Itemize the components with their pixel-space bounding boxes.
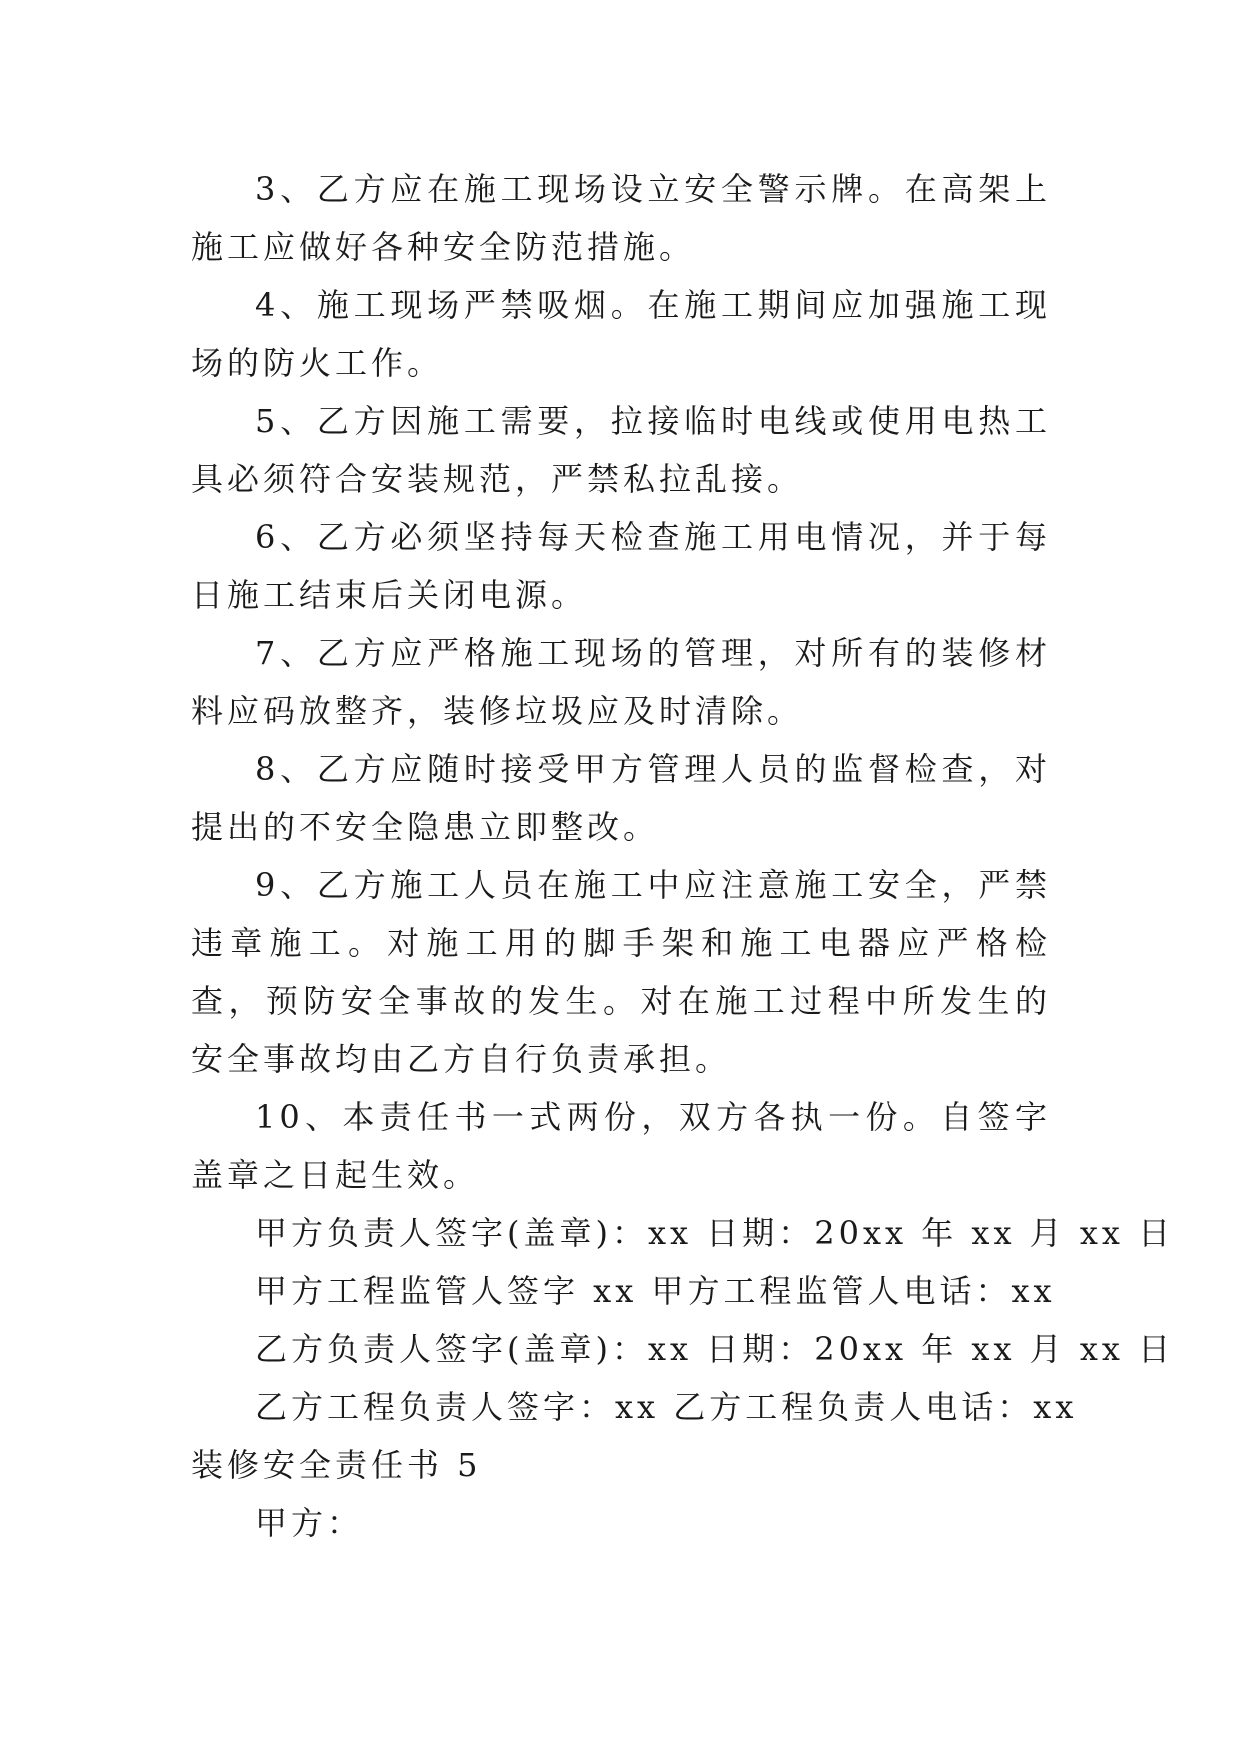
clause-9: 9、乙方施工人员在施工中应注意施工安全，严禁违章施工。对施工用的脚手架和施工电器应严格检查，预防安全事故的发生。对在施工过程中所发生的安全事故均由乙方自行负责承担。 (191, 866, 1051, 1078)
next-document-title: 装修安全责任书 5 (191, 1446, 482, 1484)
party-b-manager-line: 乙方工程负责人签字：xx 乙方工程负责人电话：xx (255, 1388, 1078, 1426)
party-b-signature-line: 乙方负责人签字(盖章)：xx 日期：20xx 年 xx 月 xx 日 (255, 1330, 1175, 1368)
clause-10: 10、本责任书一式两份，双方各执一份。自签字盖章之日起生效。 (191, 1098, 1051, 1194)
party-a-label: 甲方： (255, 1504, 364, 1542)
clause-7: 7、乙方应严格施工现场的管理，对所有的装修材料应码放整齐，装修垃圾应及时清除。 (191, 634, 1051, 730)
document-body (191, 160, 1175, 1552)
clause-5: 5、乙方因施工需要，拉接临时电线或使用电热工具必须符合安装规范，严禁私拉乱接。 (191, 402, 1051, 498)
clause-6: 6、乙方必须坚持每天检查施工用电情况，并于每日施工结束后关闭电源。 (191, 518, 1051, 614)
clause-3: 3、乙方应在施工现场设立安全警示牌。在高架上施工应做好各种安全防范措施。 (191, 170, 1051, 266)
party-a-supervisor-line: 甲方工程监管人签字 xx 甲方工程监管人电话：xx (255, 1272, 1056, 1310)
party-a-signature-line: 甲方负责人签字(盖章)：xx 日期：20xx 年 xx 月 xx 日 (255, 1214, 1175, 1252)
clause-4: 4、施工现场严禁吸烟。在施工期间应加强施工现场的防火工作。 (191, 286, 1051, 382)
clause-8: 8、乙方应随时接受甲方管理人员的监督检查，对提出的不安全隐患立即整改。 (191, 750, 1051, 846)
